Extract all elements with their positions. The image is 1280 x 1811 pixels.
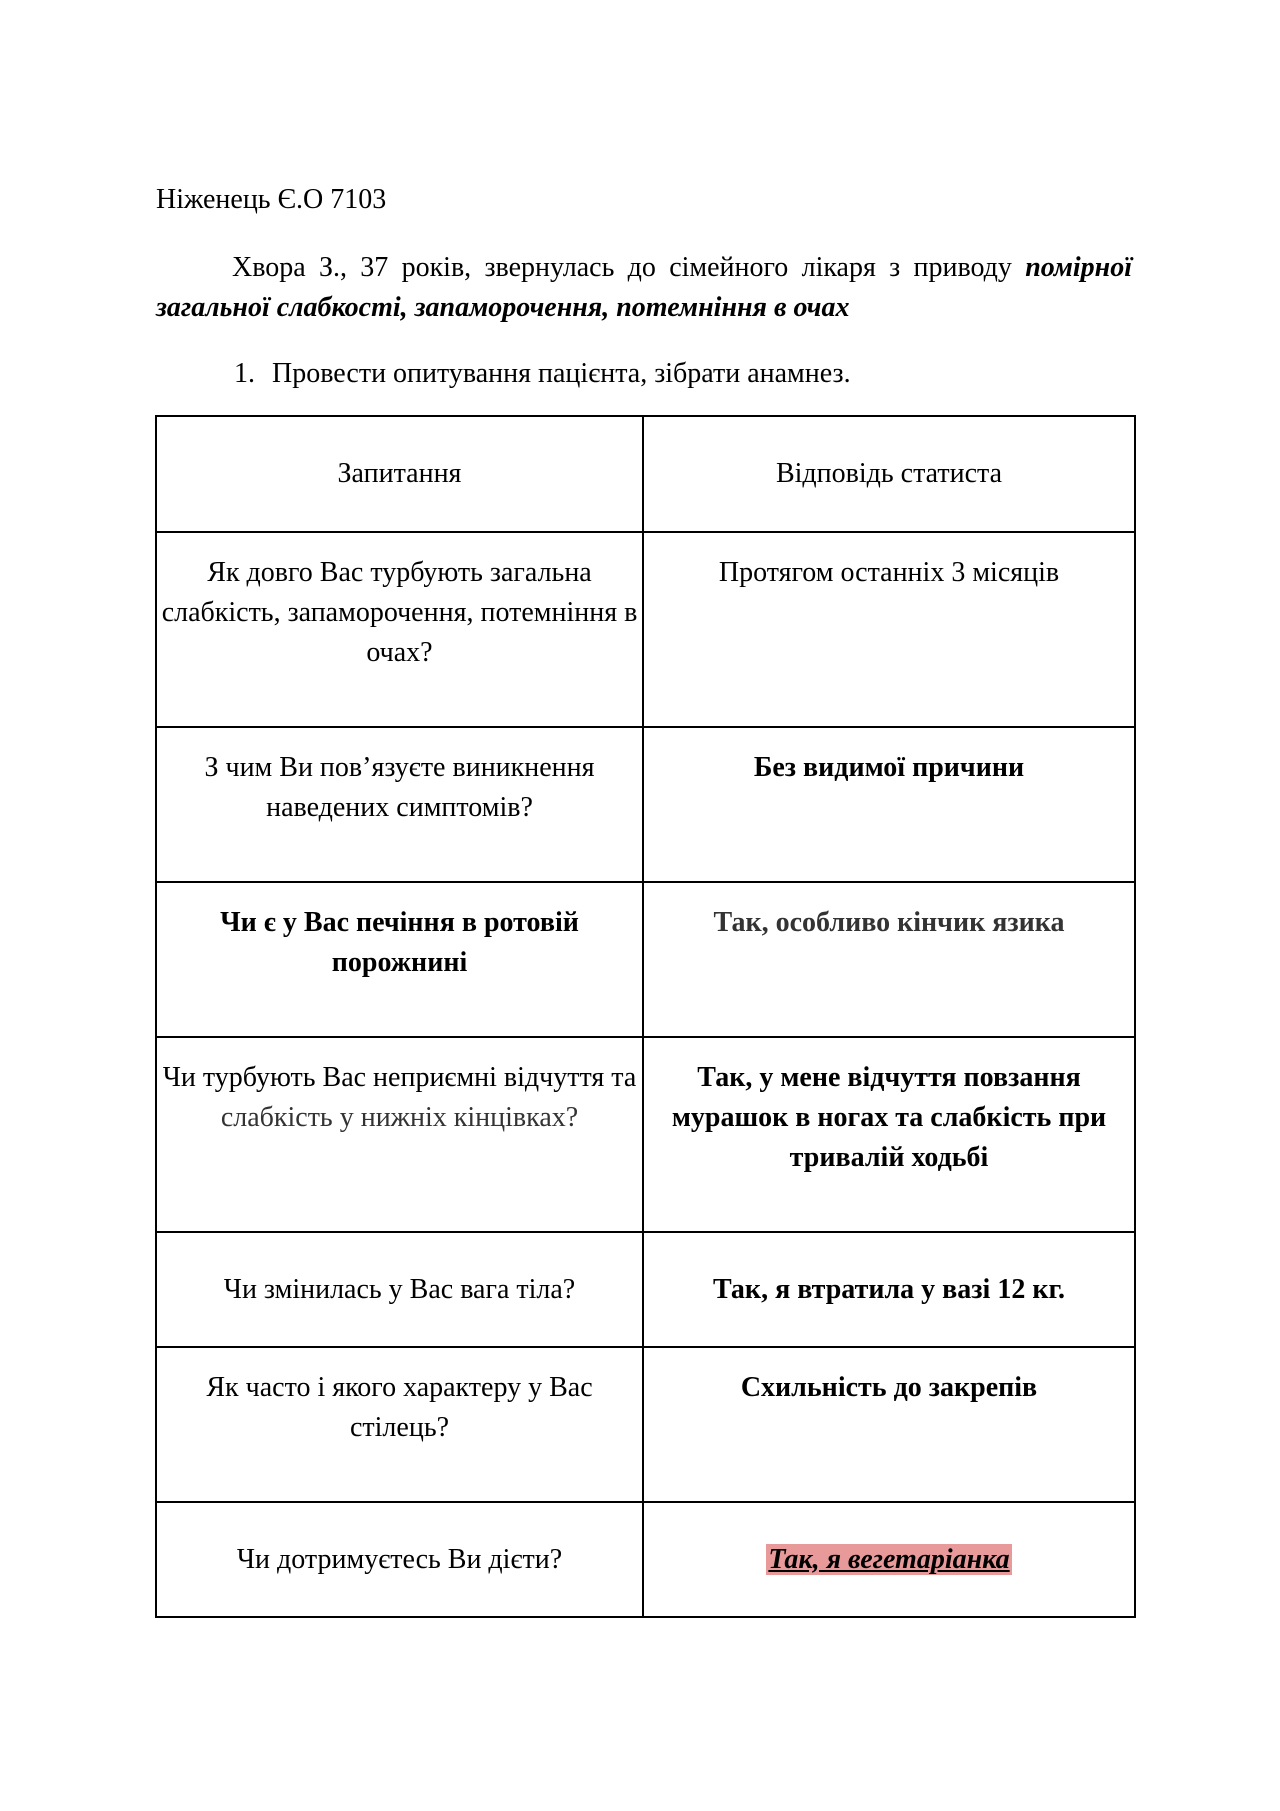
author-line: Ніженець Є.О 7103 — [156, 184, 387, 215]
table-row — [156, 532, 1135, 727]
case-intro-text: Хвора З., 37 років, звернулась до сімейного лікаря з приводу — [232, 252, 1012, 283]
highlighted-answer: Так, я вегетаріанка — [768, 1543, 1010, 1575]
answer-cell: Так, я втратила у вазі 12 кг. — [643, 1232, 1135, 1347]
question-cell: Як довго Вас турбують загальна слабкість, запаморочення, потемніння в очах? — [156, 532, 643, 727]
task-number: 1. — [234, 358, 255, 389]
question-cell: З чим Ви пов’язуєте виникнення наведених симптомів? — [156, 727, 643, 882]
case-complaints: помірної загальної слабкості, запаморочення, потемніння в очах — [156, 252, 1133, 323]
header-answer: Відповідь статиста — [643, 416, 1135, 532]
answer-cell: Так, особливо кінчик язика — [643, 882, 1135, 1037]
table-row — [156, 1347, 1135, 1502]
question-cell: Як часто і якого характеру у Вас стілець? — [156, 1347, 643, 1502]
anamnesis-table — [155, 415, 1136, 1618]
header-question: Запитання — [156, 416, 643, 532]
table-row — [156, 1037, 1135, 1232]
task-text: Провести опитування пацієнта, зібрати анамнез. — [272, 358, 851, 389]
task-item — [234, 354, 851, 394]
table-row — [156, 727, 1135, 882]
question-cell: Чи змінилась у Вас вага тіла? — [156, 1232, 643, 1347]
answer-cell: Без видимої причини — [643, 727, 1135, 882]
table-row — [156, 882, 1135, 1037]
case-description — [156, 248, 1132, 328]
table-row — [156, 1232, 1135, 1347]
question-cell — [156, 1037, 643, 1232]
answer-cell — [643, 1502, 1135, 1617]
question-cell: Чи є у Вас печіння в ротовій порожнині — [156, 882, 643, 1037]
answer-cell: Схильність до закрепів — [643, 1347, 1135, 1502]
answer-cell: Так, у мене відчуття повзання мурашок в ногах та слабкість при тривалій ходьбі — [643, 1037, 1135, 1232]
table-row — [156, 1502, 1135, 1617]
question-cell: Чи дотримуєтесь Ви дієти? — [156, 1502, 643, 1617]
question-part: слабкість у нижніх кінцівках? — [220, 1102, 579, 1133]
table-header-row — [156, 416, 1135, 532]
question-part: Чи турбують Вас неприємні відчуття та — [162, 1062, 637, 1093]
answer-cell: Протягом останніх 3 місяців — [643, 532, 1135, 727]
